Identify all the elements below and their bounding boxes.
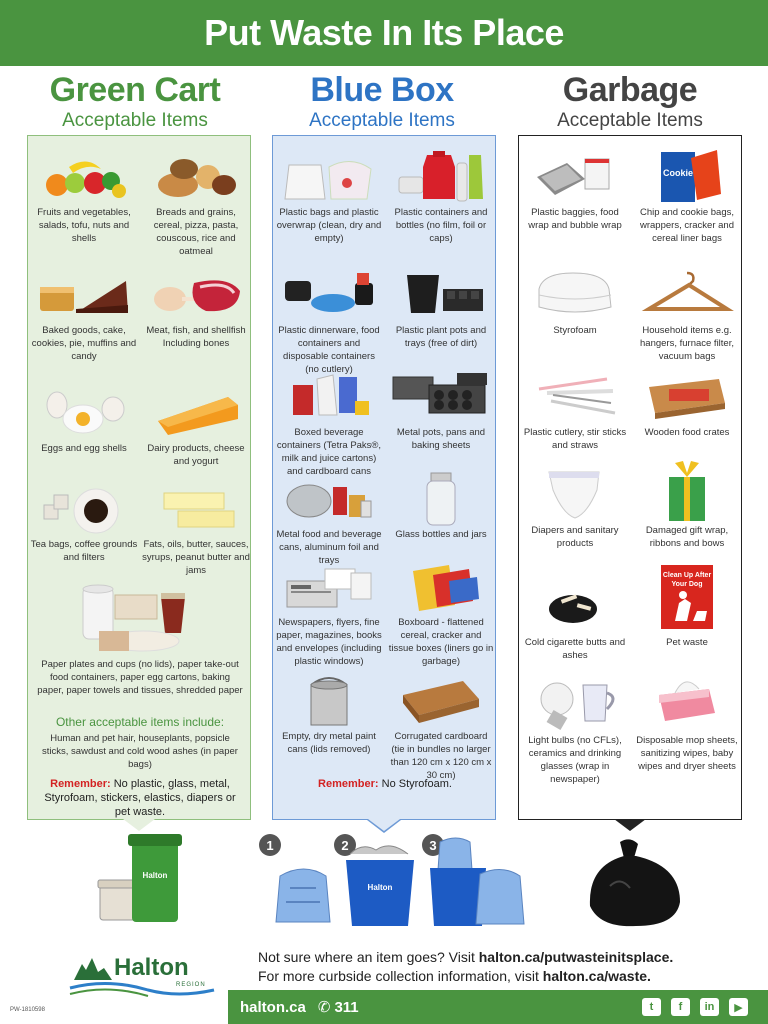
egg-icon	[28, 384, 140, 442]
blue-item	[385, 266, 497, 350]
meat-icon	[140, 266, 252, 324]
other-items-title: Other acceptable items include:	[55, 715, 225, 729]
blue-box-heading	[262, 70, 502, 132]
item-caption: Plastic containers and bottles (no film, foil or caps)	[394, 207, 488, 244]
garbage-bag-icon	[580, 836, 690, 930]
item-caption: Household items e.g. hangers, furnace filter, vacuum bags	[640, 325, 734, 362]
item-caption: Cold cigarette butts and ashes	[524, 637, 626, 661]
bubble-wrap-icon	[519, 148, 631, 206]
footer-line-1	[258, 948, 673, 967]
green-cart-heading	[15, 70, 255, 132]
garbage-title: Garbage	[562, 71, 698, 109]
garbage-item	[519, 148, 631, 232]
blue-bag-icon	[268, 858, 338, 928]
item-caption: Plastic dinnerware, food containers and disposable containers (no cutlery)	[278, 325, 380, 375]
lightbulb-icon	[519, 676, 631, 734]
pan-icon	[385, 368, 497, 426]
page-title: Put Waste In Its Place	[204, 12, 564, 53]
blue-item	[385, 148, 497, 245]
blue-item	[273, 148, 385, 245]
bread-icon	[140, 148, 252, 206]
green-item	[140, 266, 252, 350]
cheese-icon	[140, 384, 252, 442]
styrofoam-icon	[519, 266, 631, 324]
remember-text: No plastic, glass, metal, Styrofoam, stickers, elastics, diapers or pet waste.	[44, 778, 236, 818]
wipes-icon	[631, 664, 743, 734]
step-2-badge: 2	[334, 834, 356, 856]
butter-icon	[140, 480, 252, 538]
step-1-badge: 1	[259, 834, 281, 856]
garbage-panel	[518, 135, 742, 820]
item-caption: Pet waste	[666, 637, 708, 648]
item-caption: Damaged gift wrap, ribbons and bows	[645, 525, 729, 549]
garbage-item	[519, 676, 631, 786]
green-item	[140, 384, 252, 468]
garbage-item	[631, 266, 743, 363]
item-caption: Chip and cookie bags, wrappers, cracker and cereal liner bags	[639, 207, 734, 244]
garbage-item	[631, 664, 743, 773]
item-caption: Newspapers, flyers, fine paper, magazines, books and envelopes (including plastic windows)	[276, 617, 382, 667]
garbage-heading	[510, 70, 750, 132]
gift-icon	[631, 454, 743, 524]
footer-bar	[228, 990, 768, 1024]
phone-number[interactable]: 311	[334, 998, 359, 1016]
item-caption: Plastic baggies, food wrap and bubble wrap	[528, 207, 622, 231]
item-caption: Dairy products, cheese and yogurt	[147, 443, 245, 467]
sign-line-2: Your Dog	[671, 581, 703, 588]
blue-box-subtitle: Acceptable Items	[309, 110, 455, 131]
item-caption: Boxed beverage containers (Tetra Paks®, milk and juice cartons) and cardboard cans	[276, 427, 382, 477]
garbage-item	[631, 454, 743, 550]
phone-icon: ✆	[317, 999, 331, 1016]
item-caption: Breads and grains, cereal, pizza, pasta, couscous, rice and oatmeal	[153, 207, 239, 257]
footer-info	[258, 948, 673, 986]
fruit-icon	[28, 148, 140, 206]
blue-item	[273, 368, 385, 478]
blue-item	[273, 470, 385, 567]
green-item	[28, 384, 140, 455]
header-banner	[0, 0, 768, 66]
item-caption: Plastic bags and plastic overwrap (clean, dry and empty)	[276, 207, 382, 244]
other-items-text: Human and pet hair, houseplants, popsicle sticks, sawdust and cold wood ashes (in paper bags)	[42, 733, 238, 770]
blue-remember-note	[273, 777, 497, 791]
sign-line-1: Clean Up After	[662, 572, 712, 579]
waste-link[interactable]: halton.ca/waste.	[542, 968, 651, 984]
paper-products-icon	[28, 578, 252, 658]
item-caption: Meat, fish, and shellfish Including bones	[146, 325, 246, 349]
green-item	[28, 480, 140, 564]
item-caption: Fruits and vegetables, salads, tofu, nuts and shells	[37, 207, 131, 244]
coffee-filter-icon	[28, 480, 140, 538]
item-caption: Corrugated cardboard (tie in bundles no larger than 120 cm x 120 cm x 30 cm)	[390, 731, 492, 781]
cutlery-icon	[519, 368, 631, 426]
garbage-item	[631, 560, 743, 649]
plant-pot-icon	[385, 266, 497, 324]
paint-can-icon	[273, 672, 385, 730]
item-caption: Eggs and egg shells	[41, 443, 127, 454]
item-caption: Diapers and sanitary products	[531, 525, 619, 549]
item-caption: Styrofoam	[553, 325, 597, 336]
step-3-badge: 3	[422, 834, 444, 856]
bins-row	[0, 828, 768, 938]
garbage-item	[519, 466, 631, 550]
garbage-item	[519, 266, 631, 337]
diaper-icon	[519, 466, 631, 524]
linkedin-icon[interactable]: in	[700, 998, 719, 1016]
green-remember-note	[28, 777, 252, 819]
remember-label: Remember:	[50, 778, 111, 790]
chip-bag-icon	[631, 148, 743, 206]
green-cart-panel	[27, 135, 251, 820]
facebook-icon[interactable]: f	[671, 998, 690, 1016]
remember-label: Remember:	[318, 778, 379, 790]
item-caption: Metal pots, pans and baking sheets	[396, 427, 486, 451]
item-caption: Boxboard - flattened cereal, cracker and tissue boxes (liners go in garbage)	[388, 617, 494, 667]
item-caption: Disposable mop sheets, sanitizing wipes, baby wipes and dryer sheets	[636, 735, 738, 772]
paper-products-caption: Paper plates and cups (no lids), paper take-out food containers, paper egg cartons, baking paper, paper towels and tissues, shredded paper	[37, 659, 243, 696]
cart-label: Halton	[142, 871, 168, 880]
plastic-dinnerware-icon	[273, 266, 385, 324]
put-waste-link[interactable]: halton.ca/putwasteinitsplace.	[478, 949, 674, 965]
item-caption: Wooden food crates	[644, 427, 730, 438]
halton-logo-region: REGION	[176, 982, 206, 988]
blue-box-panel	[272, 135, 496, 820]
boxboard-icon	[385, 558, 497, 616]
social-links	[642, 998, 748, 1016]
item-caption: Glass bottles and jars	[395, 529, 487, 540]
green-cart-icon	[94, 828, 186, 928]
blue-item	[273, 558, 385, 668]
youtube-icon[interactable]: ▶	[729, 998, 748, 1016]
garbage-subtitle: Acceptable Items	[557, 110, 703, 131]
garbage-item	[519, 578, 631, 662]
can-icon	[273, 470, 385, 528]
jar-icon	[385, 470, 497, 528]
plastic-bag-icon	[273, 148, 385, 206]
carton-icon	[273, 368, 385, 426]
item-caption: Plastic cutlery, stir sticks and straws	[523, 427, 627, 451]
twitter-icon[interactable]: t	[642, 998, 661, 1016]
crate-icon	[631, 368, 743, 426]
blue-item	[273, 266, 385, 376]
garbage-item	[519, 368, 631, 452]
blue-item	[385, 672, 497, 782]
green-cart-title: Green Cart	[49, 71, 221, 109]
footer-line-1-text: Not sure where an item goes? Visit	[258, 949, 479, 965]
blue-item	[385, 368, 497, 452]
blue-item	[273, 672, 385, 756]
cardboard-icon	[385, 672, 497, 730]
cigarette-icon	[519, 578, 631, 636]
plastic-bottle-icon	[385, 148, 497, 206]
blue-item	[385, 558, 497, 668]
green-item	[140, 148, 252, 258]
cookie-bag-text: Cookie	[662, 168, 694, 178]
garbage-item	[631, 148, 743, 245]
green-item	[140, 480, 252, 577]
remember-text: No Styrofoam.	[378, 778, 452, 790]
green-cart-subtitle: Acceptable Items	[62, 110, 208, 131]
item-caption: Fats, oils, butter, sauces, syrups, peanut butter and jams	[142, 539, 250, 576]
blue-box-with-bags-icon	[426, 834, 536, 930]
green-item	[28, 266, 140, 363]
item-caption: Baked goods, cake, cookies, pie, muffins and candy	[31, 325, 137, 362]
item-caption: Metal food and beverage cans, aluminum foil and trays	[276, 529, 382, 566]
item-caption: Tea bags, coffee grounds and filters	[30, 539, 138, 563]
hanger-icon	[631, 266, 743, 324]
item-caption: Empty, dry metal paint cans (lids removed)	[282, 731, 376, 755]
website-link[interactable]: halton.ca	[240, 998, 306, 1016]
footer-line-2-text: For more curbside collection information, visit	[258, 968, 543, 984]
blue-box-title: Blue Box	[310, 71, 454, 109]
item-caption: Light bulbs (no CFLs), ceramics and drinking glasses (wrap in newspaper)	[528, 735, 622, 785]
footer-line-2	[258, 967, 673, 986]
pet-waste-sign-icon	[631, 560, 743, 636]
halton-logo-text: Halton	[114, 954, 189, 981]
garbage-item	[631, 368, 743, 439]
bin-label: Halton	[367, 883, 393, 892]
newspaper-icon	[273, 558, 385, 616]
green-item	[28, 148, 140, 245]
blue-item	[385, 470, 497, 541]
document-code: PW-1810598	[10, 1007, 45, 1013]
blue-box-bin-icon	[342, 840, 418, 930]
item-caption: Plastic plant pots and trays (free of dirt)	[395, 325, 487, 349]
cake-icon	[28, 266, 140, 324]
